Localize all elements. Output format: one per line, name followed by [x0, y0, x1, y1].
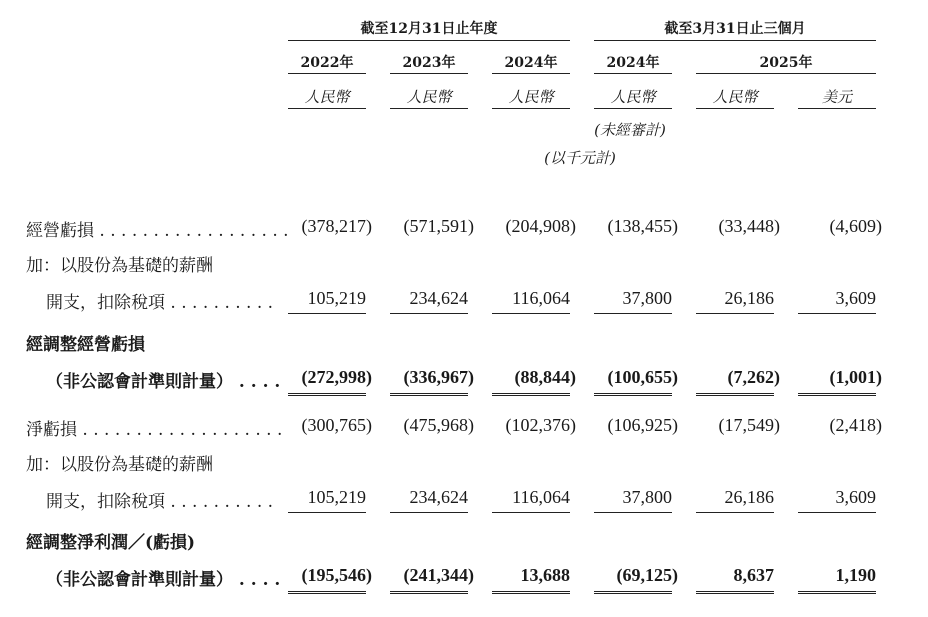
cell-operating-loss-2025-q1: (33,448) [718, 216, 780, 236]
subtotal-rule [288, 313, 366, 314]
year-underline [696, 73, 876, 74]
cell-sbc2-2024: 116,064 [512, 487, 570, 507]
year-underline [492, 73, 570, 74]
cell-adj-op-2025-q1: (7,262) [727, 367, 780, 387]
cell-operating-loss-2023: (571,591) [403, 216, 474, 236]
total-double-rule [594, 393, 672, 396]
cell-sbc-2025-q1: 26,186 [724, 288, 774, 308]
subtotal-rule [798, 512, 876, 513]
total-double-rule [798, 393, 876, 396]
subtotal-rule [390, 512, 468, 513]
currency-underline [288, 108, 366, 109]
cell-adj-op-2024-q1: (100,655) [607, 367, 678, 387]
row-label-sbc2-line1: 加：以股份為基礎的薪酬 [26, 455, 213, 475]
subtotal-rule [594, 313, 672, 314]
year-underline [390, 73, 468, 74]
cell-adj-net-2024-q1: (69,125) [616, 565, 678, 585]
unaudited-note: (未經審計) [594, 121, 666, 139]
total-double-rule [288, 591, 366, 594]
total-double-rule [594, 591, 672, 594]
currency-underline [696, 108, 774, 109]
currency-underline [594, 108, 672, 109]
row-label-net-loss: 淨虧損 . . . . . . . . . . . . . . . . . . . [26, 420, 283, 440]
year-underline [288, 73, 366, 74]
total-double-rule [288, 393, 366, 396]
cell-adj-op-2022: (272,998) [301, 367, 372, 387]
cell-sbc-2024: 116,064 [512, 288, 570, 308]
year-header-2024: 2024年 [504, 55, 558, 71]
cell-sbc2-2025-q1: 26,186 [724, 487, 774, 507]
year-underline [594, 73, 672, 74]
currency-header: 人民幣 [610, 88, 656, 106]
cell-adj-net-2023: (241,344) [403, 565, 474, 585]
currency-header: 人民幣 [508, 88, 554, 106]
cell-sbc2-2022: 105,219 [307, 487, 366, 507]
cell-net-loss-2024: (102,376) [505, 415, 576, 435]
cell-net-loss-2022: (300,765) [301, 415, 372, 435]
row-label-adj-net-line2: （非公認會計準則計量） . . . . [46, 570, 281, 590]
group-divider-year [288, 40, 570, 41]
cell-sbc-2023: 234,624 [409, 288, 468, 308]
subtotal-rule [696, 512, 774, 513]
cell-sbc2-2024-q1: 37,800 [622, 487, 672, 507]
subtotal-rule [492, 313, 570, 314]
cell-sbc-usd: 3,609 [835, 288, 876, 308]
cell-operating-loss-2022: (378,217) [301, 216, 372, 236]
subtotal-rule [288, 512, 366, 513]
total-double-rule [696, 393, 774, 396]
cell-sbc2-2023: 234,624 [409, 487, 468, 507]
subtotal-rule [798, 313, 876, 314]
currency-underline [492, 108, 570, 109]
cell-sbc2-usd: 3,609 [835, 487, 876, 507]
cell-net-loss-usd: (2,418) [829, 415, 882, 435]
currency-header: 人民幣 [304, 88, 350, 106]
row-label-adj-op-line1: 經調整經營虧損 [26, 335, 145, 355]
total-double-rule [390, 393, 468, 396]
currency-underline [798, 108, 876, 109]
cell-operating-loss-usd: (4,609) [829, 216, 882, 236]
cell-net-loss-2025-q1: (17,549) [718, 415, 780, 435]
group-divider-quarter [594, 40, 876, 41]
subtotal-rule [390, 313, 468, 314]
row-label-sbc2-line2: 開支，扣除稅項 . . . . . . . . . . [46, 492, 274, 512]
total-double-rule [492, 591, 570, 594]
currency-header: 人民幣 [406, 88, 452, 106]
row-label-sbc-line2: 開支，扣除稅項 . . . . . . . . . . [46, 293, 274, 313]
currency-underline [390, 108, 468, 109]
cell-adj-net-2025-q1: 8,637 [733, 565, 774, 585]
cell-adj-op-2024: (88,844) [514, 367, 576, 387]
subtotal-rule [696, 313, 774, 314]
cell-sbc-2022: 105,219 [307, 288, 366, 308]
row-label-adj-net-line1: 經調整淨利潤／(虧損) [26, 533, 196, 553]
subtotal-rule [594, 512, 672, 513]
year-header-2024-q1: 2024年 [606, 55, 660, 71]
cell-operating-loss-2024: (204,908) [505, 216, 576, 236]
row-label-operating-loss: 經營虧損 . . . . . . . . . . . . . . . . . . [26, 221, 289, 241]
cell-sbc-2024-q1: 37,800 [622, 288, 672, 308]
total-double-rule [798, 591, 876, 594]
year-header-2025-q1: 2025年 [759, 55, 813, 71]
currency-header: 人民幣 [712, 88, 758, 106]
cell-net-loss-2024-q1: (106,925) [607, 415, 678, 435]
cell-adj-op-usd: (1,001) [829, 367, 882, 387]
total-double-rule [390, 591, 468, 594]
cell-operating-loss-2024-q1: (138,455) [607, 216, 678, 236]
subtotal-rule [492, 512, 570, 513]
currency-header-usd: 美元 [821, 88, 852, 106]
cell-adj-net-2022: (195,546) [301, 565, 372, 585]
year-header-2023: 2023年 [402, 55, 456, 71]
total-double-rule [492, 393, 570, 396]
row-label-adj-op-line2: （非公認會計準則計量） . . . . [46, 372, 281, 392]
cell-adj-net-2024: 13,688 [520, 565, 570, 585]
group-header-quarter: 截至3月31日止三個月 [664, 21, 806, 37]
group-header-year: 截至12月31日止年度 [360, 21, 498, 37]
cell-net-loss-2023: (475,968) [403, 415, 474, 435]
total-double-rule [696, 591, 774, 594]
cell-adj-net-usd: 1,190 [835, 565, 876, 585]
cell-adj-op-2023: (336,967) [403, 367, 474, 387]
unit-note: (以千元計) [544, 149, 616, 167]
row-label-sbc-line1: 加：以股份為基礎的薪酬 [26, 256, 213, 276]
year-header-2022: 2022年 [300, 55, 354, 71]
